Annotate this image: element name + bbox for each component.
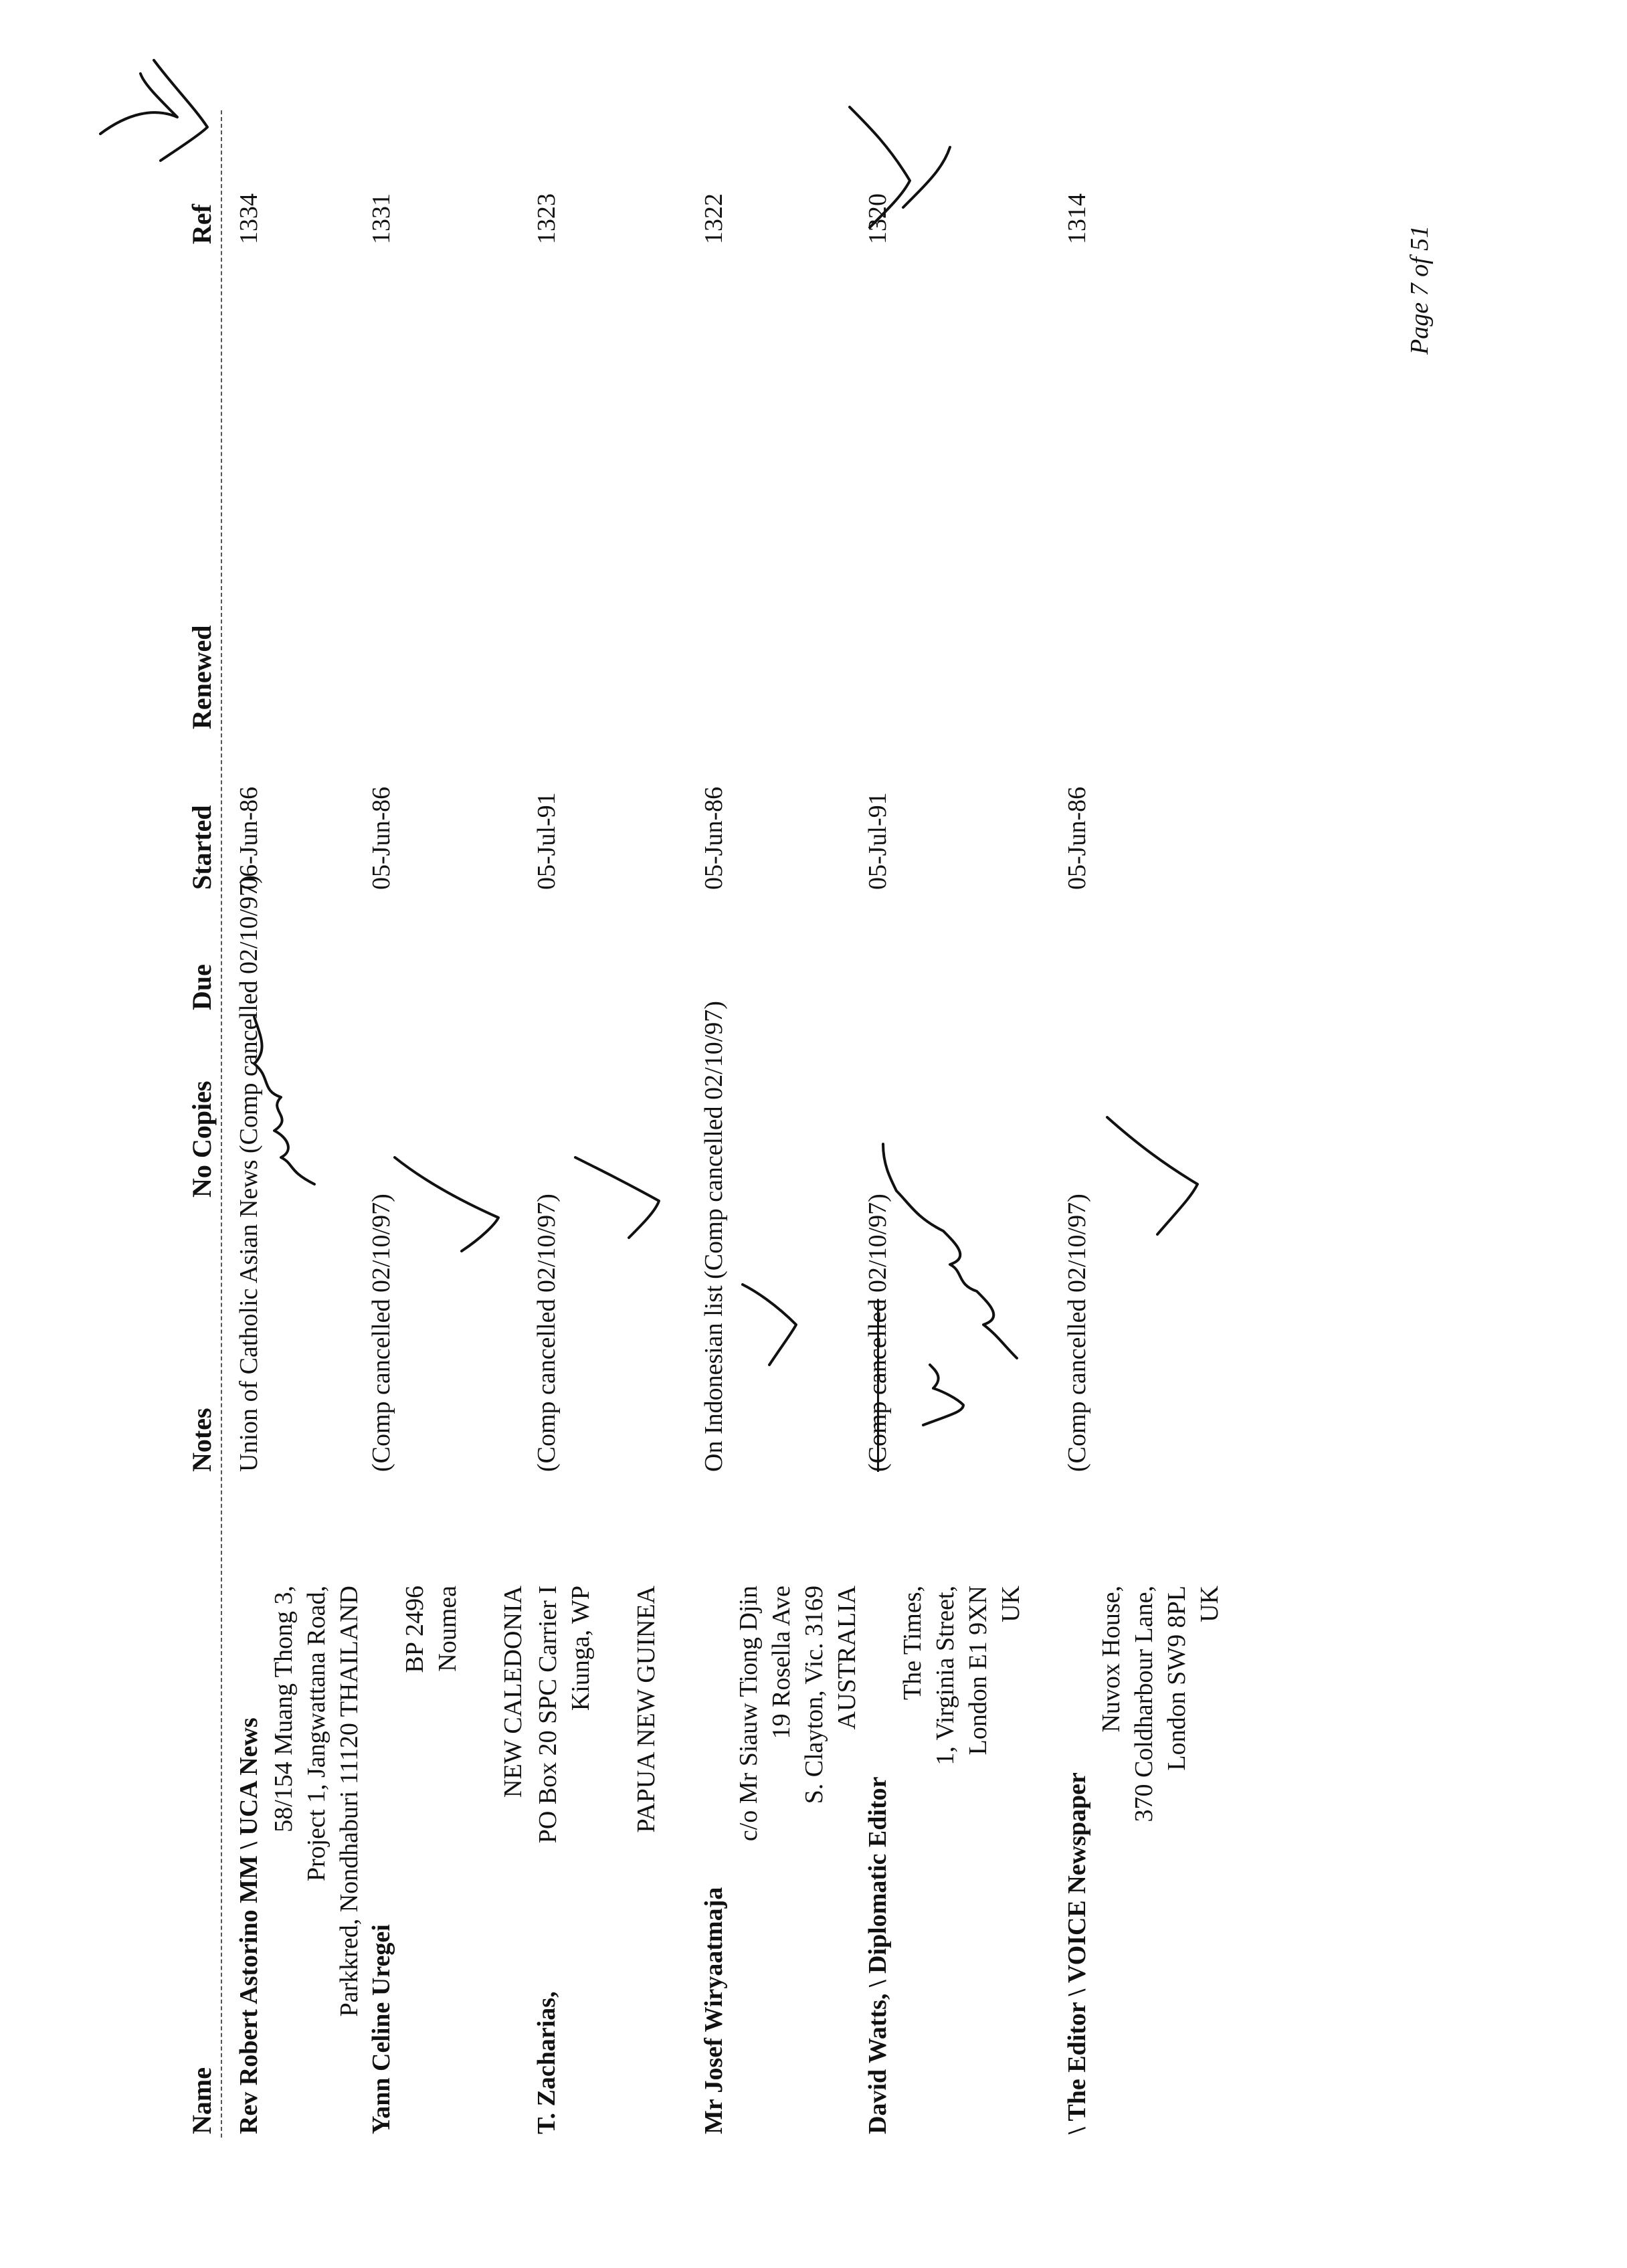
entry-ref: 1322: [700, 193, 728, 244]
header-started: Started: [187, 805, 217, 890]
entry-ref: 1323: [533, 193, 561, 244]
tick-mark-icon: [100, 74, 177, 134]
initials-icon: [923, 1365, 963, 1425]
header-no-copies: No Copies: [187, 1080, 217, 1198]
header-renewed: Renewed: [187, 625, 217, 729]
entry-note: (Comp cancelled 02/10/97): [864, 1194, 892, 1472]
tick-mark-icon: [154, 60, 207, 161]
tick-mark-icon: [395, 1157, 498, 1251]
entry-note: Union of Catholic Asian News (Comp cancelled 02/10/97): [235, 875, 263, 1472]
entry-note: (Comp cancelled 02/10/97): [533, 1194, 561, 1472]
tick-mark-icon: [575, 1157, 659, 1238]
entry-ref: 1334: [235, 193, 263, 244]
header-divider: [221, 110, 222, 2138]
entry-started: 05-Jun-86: [700, 786, 728, 890]
entry-started: 05-Jun-86: [1063, 786, 1091, 890]
entry-ref: 1320: [864, 193, 892, 244]
entry-ref: 1314: [1063, 193, 1091, 244]
entry-address: Nuvox House, 370 Coldharbour Lane, London SW9 8PL UK: [1097, 1586, 1224, 1822]
entry-note: (Comp cancelled 02/10/97): [367, 1194, 395, 1472]
entry-ref: 1331: [367, 193, 395, 244]
page-number: Page 7 of 51: [1406, 225, 1434, 355]
entry-address: c/o Mr Siauw Tiong Djin 19 Rosella Ave S. Clayton, Vic. 3169 AUSTRALIA: [735, 1586, 861, 1842]
entry-address: BP 2496 Noumea NEW CALEDONIA: [401, 1586, 527, 1798]
entry-note: On Indonesian list (Comp cancelled 02/10/97): [700, 1001, 728, 1472]
entry-address: The Times, 1, Virginia Street, London E1 9XN UK: [898, 1586, 1025, 1766]
entry-started: 05-Jul-91: [533, 792, 561, 890]
tick-mark-icon: [1107, 1117, 1198, 1234]
entry-started: 05-Jun-86: [367, 786, 395, 890]
header-notes: Notes: [187, 1408, 217, 1472]
tick-mark-icon: [903, 147, 950, 207]
tick-mark-icon: [743, 1285, 796, 1365]
entry-name: Yann Celine Uregei: [367, 1924, 395, 2134]
entry-address: PO Box 20 SPC Carrier I Kiunga, WP PAPUA NEW GUINEA: [534, 1586, 660, 1844]
entry-name: Rev Robert Astorino MM \ UCA News: [235, 1717, 263, 2134]
header-name: Name: [187, 2067, 217, 2134]
signature-icon: [883, 1144, 1017, 1358]
entry-note: (Comp cancelled 02/10/97): [1063, 1194, 1091, 1472]
entry-name: T. Zacharias,: [533, 1991, 561, 2134]
entry-address: 58/154 Muang Thong 3, Project 1, Jangwattana Road, Parkkred, Nondhaburi 11120 THAILAND: [270, 1586, 363, 2017]
header-due: Due: [187, 964, 217, 1010]
entry-name: \ The Editor \ VOICE Newspaper: [1063, 1772, 1091, 2134]
header-ref: Ref: [187, 204, 217, 244]
entry-started: 05-Jul-91: [864, 792, 892, 890]
entry-started: 06-Jun-86: [235, 786, 263, 890]
entry-name: Mr Josef Wiryaatmaja: [700, 1887, 728, 2134]
struck-text: (Comp cancelled: [864, 1299, 892, 1472]
entry-name: David Watts, \ Diplomatic Editor: [864, 1776, 892, 2134]
